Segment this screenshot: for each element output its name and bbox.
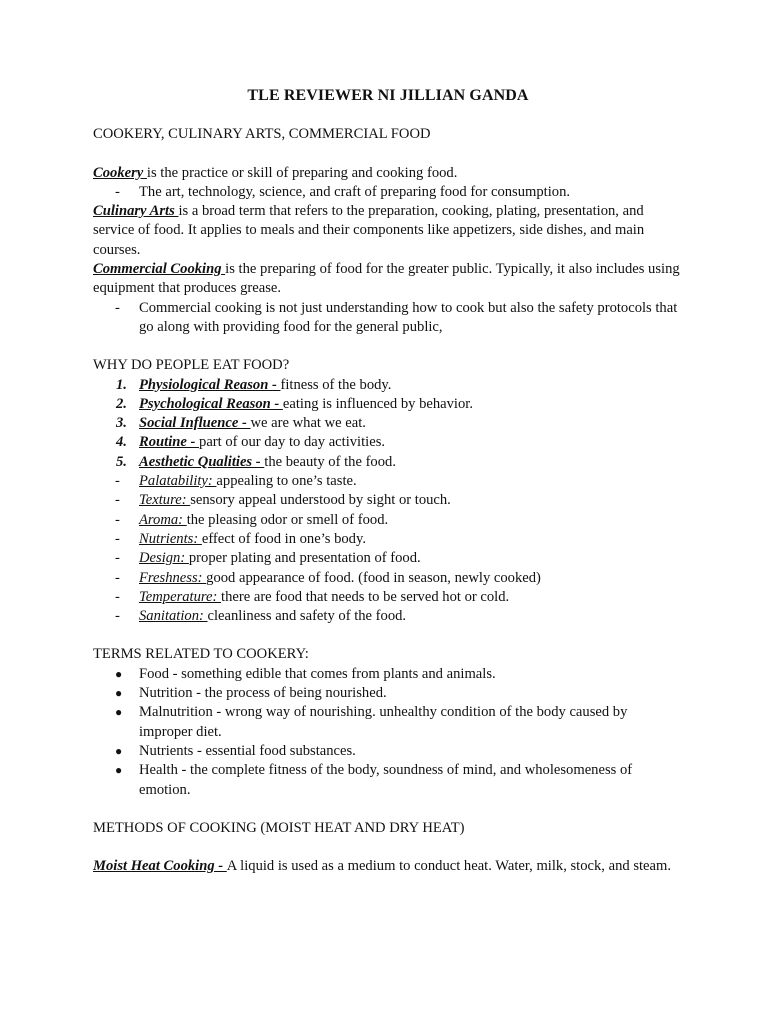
bullet-icon: ● bbox=[115, 666, 123, 681]
bullet-icon: ● bbox=[115, 763, 123, 778]
commercial-sub-item: - Commercial cooking is not just understanding how to cook but also the safety protocols that go along with providing food for the general public, bbox=[115, 299, 678, 335]
reasons-list bbox=[93, 376, 683, 472]
section-heading-methods: METHODS OF COOKING (MOIST HEAT AND DRY HEAT) bbox=[93, 819, 465, 836]
cookery-definition: Cookery is the practice or skill of preparing and cooking food. bbox=[93, 164, 458, 181]
list-item: - Palatability: appealing to one’s taste. bbox=[115, 473, 357, 490]
bullet-icon: ● bbox=[115, 686, 123, 701]
list-item: 4. Routine - part of our day to day activities. bbox=[116, 434, 386, 451]
commercial-definition: Commercial Cooking is the preparing of food for the greater public. Typically, it also includes using equipment that produces grease. bbox=[93, 261, 680, 297]
bullet-icon: ● bbox=[115, 743, 123, 758]
cookery-sub-item: - The art, technology, science, and craft of preparing food for consumption. bbox=[115, 183, 571, 200]
list-item: - Temperature: there are food that needs to be served hot or cold. bbox=[115, 588, 510, 605]
list-item: ● Nutrients - essential food substances. bbox=[93, 742, 683, 761]
page-title: TLE REVIEWER NI JILLIAN GANDA bbox=[247, 87, 529, 104]
section-heading-cookery: COOKERY, CULINARY ARTS, COMMERCIAL FOOD bbox=[93, 126, 431, 143]
list-item: - Nutrients: effect of food in one’s body. bbox=[115, 530, 366, 547]
list-item: ● Nutrition - the process of being nourished. bbox=[93, 684, 683, 703]
list-item: - Freshness: good appearance of food. (food in season, newly cooked) bbox=[115, 569, 541, 586]
terms-list bbox=[93, 665, 683, 800]
list-item: ● Health - the complete fitness of the body, soundness of mind, and wholesomeness of emotion. bbox=[93, 761, 683, 800]
culinary-definition: Culinary Arts is a broad term that refers to the preparation, cooking, plating, presentation, and service of food. It applies to meals and their components like appetizers, side dishes, and main courses. bbox=[93, 203, 645, 258]
document-content bbox=[93, 86, 683, 876]
bullet-icon: ● bbox=[115, 705, 123, 720]
moist-heat-definition: Moist Heat Cooking - A liquid is used as a medium to conduct heat. Water, milk, stock, and steam. bbox=[93, 858, 672, 875]
list-item: ● Malnutrition - wrong way of nourishing. unhealthy condition of the body caused by improper diet. bbox=[93, 703, 683, 742]
list-item: - Texture: sensory appeal understood by sight or touch. bbox=[115, 492, 451, 509]
list-item: - Design: proper plating and presentation of food. bbox=[115, 550, 421, 567]
list-item: 2. Psychological Reason - eating is influenced by behavior. bbox=[116, 395, 473, 412]
term-commercial-cooking: Commercial Cooking bbox=[93, 261, 226, 278]
list-item: 5. Aesthetic Qualities - the beauty of the food. bbox=[116, 453, 396, 470]
term-moist-heat: Moist Heat Cooking - bbox=[93, 858, 227, 875]
term-culinary-arts: Culinary Arts bbox=[93, 203, 179, 220]
list-item: - Aroma: the pleasing odor or smell of food. bbox=[115, 511, 389, 528]
section-heading-terms: TERMS RELATED TO COOKERY: bbox=[93, 646, 309, 663]
section-heading-why-eat: WHY DO PEOPLE EAT FOOD? bbox=[93, 357, 290, 374]
list-item: ● Food - something edible that comes from plants and animals. bbox=[93, 665, 683, 684]
list-item: - Sanitation: cleanliness and safety of the food. bbox=[115, 608, 407, 625]
qualities-list bbox=[93, 472, 683, 626]
list-item: 3. Social Influence - we are what we eat. bbox=[116, 415, 366, 432]
term-cookery: Cookery bbox=[93, 164, 147, 181]
list-item: 1. Physiological Reason - fitness of the body. bbox=[116, 376, 392, 393]
